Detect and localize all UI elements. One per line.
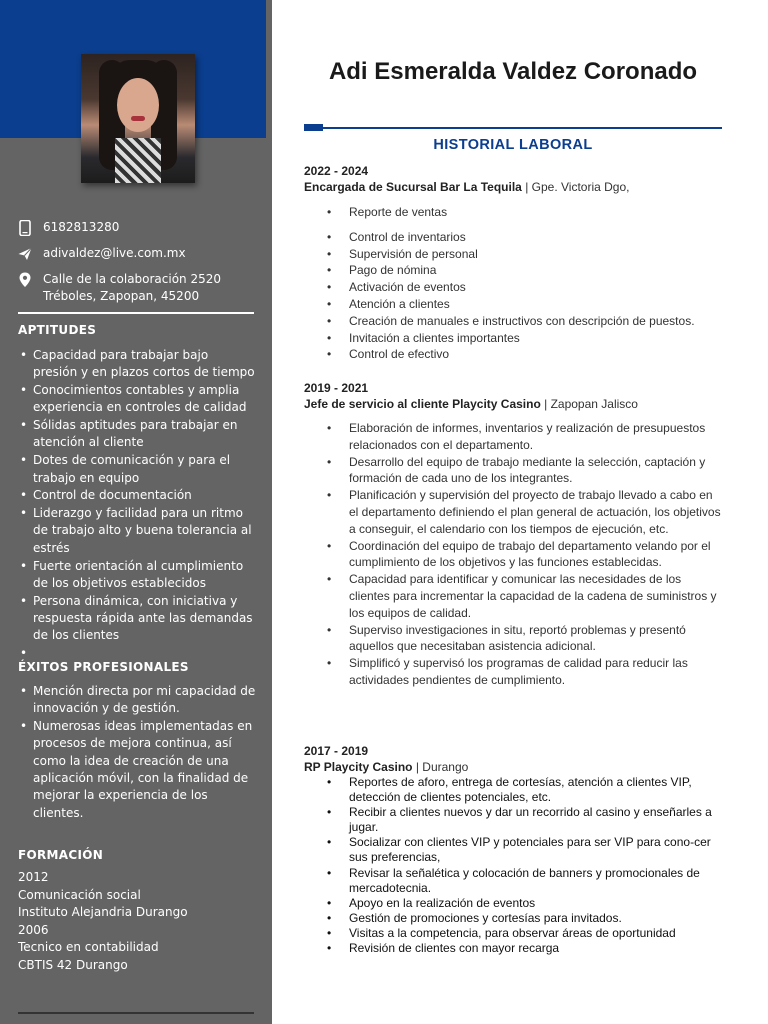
edu-degree-2: Tecnico en contabilidad [18,940,159,954]
list-item: • Control de documentación [18,487,256,504]
list-item: • Coordinación del equipo de trabajo del departamento velando por el cumplimiento de los objetivos y las funciones establecidas. [349,538,724,572]
job-duties [349,420,724,689]
list-item: • Simplificó y supervisó los programas de calidad para reducir las actividades pendientes de cumplimiento. [349,655,724,689]
edu-school-2: CBTIS 42 Durango [18,957,128,972]
list-item: • Desarrollo del equipo de trabajo mediante la selección, captación y formación de cada uno de los integrantes. [349,454,724,488]
job-dates: 2017 - 2019 [304,744,369,758]
list-item: • Reportes de aforo, entrega de cortesías, atención a clientes VIP, detección de clientes potenciales, etc. [349,775,724,805]
exitos-list [18,683,256,822]
list-item: • Revisión de clientes con mayor recarga [349,941,724,956]
job-dates: 2019 - 2021 [304,381,369,395]
aptitudes-title: APTITUDES [18,323,97,337]
list-item: • Capacidad para trabajar bajo presión y en plazos cortos de tiempo [18,347,256,382]
job-2 [304,380,724,689]
job-place: | Gpe. Victoria Dgo, [521,180,630,194]
phone-number: 6182813280 [43,220,120,234]
address-line-2: Tréboles, Zapopan, 45200 [43,289,200,303]
list-item: • Dotes de comunicación y para el trabajo en equipo [18,452,256,487]
list-item: • Persona dinámica, con iniciativa y respuesta rápida ante las demandas de los clientes [18,593,256,645]
formacion-details [18,869,188,974]
list-item: • Revisar la señalética y colocación de banners y promocionales de mercadotecnia. [349,866,724,896]
job-1 [304,163,724,363]
list-item: • Planificación y supervisión del proyecto de trabajo llevado a cabo en el departamento definiendo el plan general de actuación, los objetivos a conseguir, el calendario con los tiempos de ejecución, etc. [349,487,724,537]
job-duties [349,775,724,956]
edu-degree-1: Comunicación social [18,887,141,902]
list-item: • Socializar con clientes VIP y potenciales para ser VIP para cono-cer sus preferencias, [349,835,724,865]
formacion-title: FORMACIÓN [18,848,104,862]
sidebar [0,0,272,1024]
job-place: | Durango [412,760,469,774]
contact-email [18,245,258,262]
email-address[interactable]: adivaldez@live.com.mx [43,246,186,260]
edu-school-1: Instituto Alejandria Durango [18,905,188,919]
job-role [304,759,724,775]
list-item: • Gestión de promociones y cortesías para invitados. [349,911,724,926]
list-item: • Conocimientos contables y amplia experiencia en controles de calidad [18,382,256,417]
job-3 [304,743,724,956]
list-item: • Supervisión de personal [349,246,724,263]
list-item: • Reporte de ventas [349,204,724,221]
contact-info [18,219,258,314]
phone-icon [18,220,32,236]
list-item: • Control de efectivo [349,346,724,363]
list-item: • Invitación a clientes importantes [349,330,724,347]
edu-year-2: 2006 [18,922,49,937]
contact-address [18,271,258,305]
contact-phone [18,219,258,236]
sidebar-divider [18,312,254,314]
title-rule [304,127,722,129]
list-item: • Apoyo en la realización de eventos [349,896,724,911]
list-item: • Superviso investigaciones in situ, reportó problemas y presentó aquellos que necesitaban asistencia adicional. [349,622,724,656]
sidebar-bottom-rule [18,1012,254,1014]
list-item: • Atención a clientes [349,296,724,313]
list-item: • Pago de nómina [349,262,724,279]
title-rule-accent [304,124,323,131]
list-item: • Creación de manuales e instructivos con descripción de puestos. [349,313,724,330]
job-dates: 2022 - 2024 [304,164,369,178]
list-item: • Numerosas ideas implementadas en procesos de mejora continua, así como la idea de creación de una aplicación móvil, con la finalidad de mejorar la experiencia de los clientes. [18,718,256,822]
list-item: • Elaboración de informes, inventarios y realización de presupuestos relacionados con el departamento. [349,420,724,454]
address-line-1: Calle de la colaboración 2520 [43,272,222,286]
aptitudes-list [18,347,256,663]
job-place: | Zapopan Jalisco [540,397,638,411]
edu-year-1: 2012 [18,870,49,884]
list-item: • Visitas a la competencia, para observar áreas de oportunidad [349,926,724,941]
candidate-name: Adi Esmeralda Valdez Coronado [328,58,698,85]
job-role [304,179,724,195]
historial-title: HISTORIAL LABORAL [433,137,593,153]
list-item: • Sólidas aptitudes para trabajar en atención al cliente [18,417,256,452]
job-title: Encargada de Sucursal Bar La Tequila [304,180,522,194]
list-item: • Fuerte orientación al cumplimiento de los objetivos establecidos [18,558,256,593]
job-role [304,396,724,412]
list-item: • Recibir a clientes nuevos y dar un recorrido al casino y enseñarles a jugar. [349,805,724,835]
list-item: • Mención directa por mi capacidad de innovación y de gestión. [18,683,256,718]
job-title: Jefe de servicio al cliente Playcity Casino [304,397,541,411]
job-title: RP Playcity Casino [304,760,413,774]
exitos-title: ÉXITOS PROFESIONALES [18,660,189,674]
location-pin-icon [18,272,32,288]
job-duties-first [349,204,724,221]
list-item: • Control de inventarios [349,229,724,246]
send-icon [18,246,32,262]
list-item: • Liderazgo y facilidad para un ritmo de trabajo alto y buena tolerancia al estrés [18,505,256,557]
list-item: • Capacidad para identificar y comunicar las necesidades de los clientes para incrementar la capacidad de la cadena de suministros y los equipos de calidad. [349,571,724,621]
profile-photo [81,54,195,183]
list-item: • Activación de eventos [349,279,724,296]
job-duties [349,229,724,363]
